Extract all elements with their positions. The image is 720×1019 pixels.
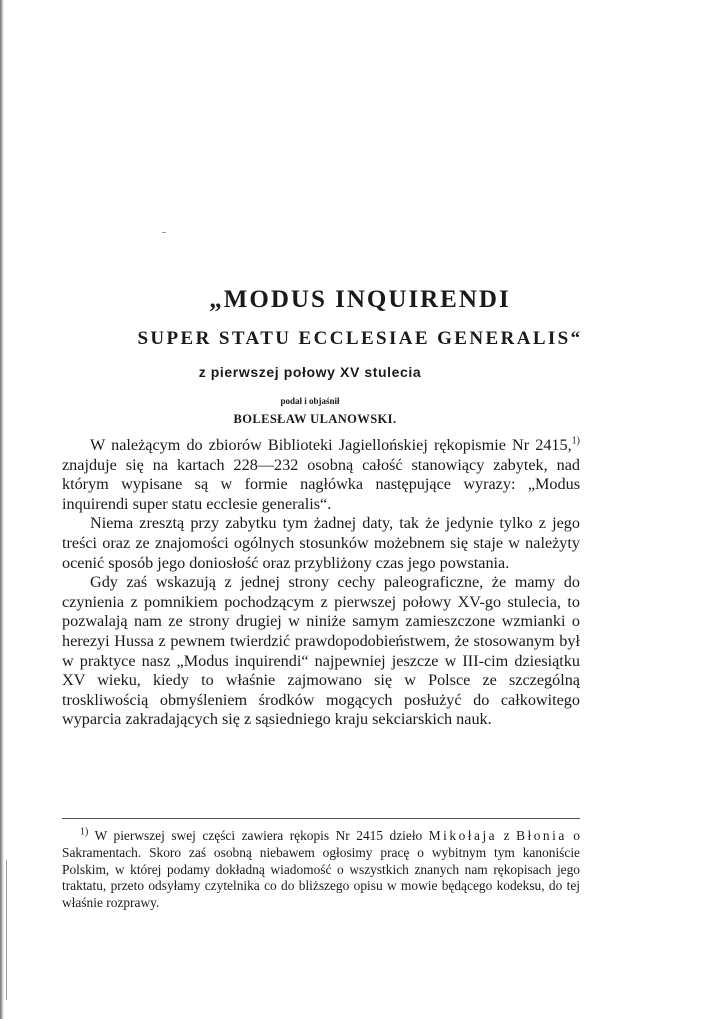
title-line-2: SUPER STATU ECCLESIAE GENERALIS“ — [137, 328, 583, 349]
footnote-reference: 1) — [571, 435, 580, 447]
footnote-mark: 1) — [80, 826, 89, 838]
paragraph-1 — [62, 436, 580, 514]
title-line-1: „MODUS INQUIRENDI — [209, 286, 511, 313]
footnote-divider — [62, 818, 580, 819]
footnote-text-a: W pierwszej swej części zawiera rękopis Nr 2415 dzieło — [88, 828, 429, 843]
author-caption: podał i objaśnił — [280, 396, 340, 406]
scan-edge-line — [6, 860, 7, 1000]
article-body — [62, 436, 580, 730]
stray-mark — [162, 232, 166, 233]
paragraph-3: Gdy zaś wskazują z jednej strony cechy paleograficzne, że mamy do czynienia z pomnikiem pochodzącym z pierwszej połowy XV-go stulecia, to pozwalają nam ze strony drugiej w niniże samym zamieszczone wzmianki o herezyi Hussa z pewnem twierdzić prawdopodobieństwem, że stosowanym był w praktyce nasz „Modus inquirendi“ najpewniej jeszcze w III-cim dziesiątku XV wieku, kiedy to właśnie zajmowano się w Polsce ze szczególną troskliwością obmyśleniem środków mogących posłużyć do całkowitego wyparcia zakradających się z sąsiedniego kraju sekciarskich nauk. — [62, 573, 580, 729]
footnote-name-mikolaja: Mikołaja — [428, 828, 498, 843]
footnote — [62, 828, 580, 912]
footnote-name-blonia: Błonia — [516, 828, 567, 843]
footnote-text-c: o Sakramentach. Skoro zaś osobną niebawem ogłosimy pracę o wybitnym tym kanoniście Polskim, w której podamy dokładną wiadomość o wszystkich znanych nam rękopisach jego traktatu, przeto odsyłamy czytelnika co do bliższego opisu w mowie będącego kodeksu, do tej właśnie rozprawy. — [62, 828, 580, 911]
scan-edge — [0, 0, 4, 1019]
subtitle: z pierwszej połowy XV stulecia — [198, 364, 422, 380]
author-name: BOLESŁAW ULANOWSKI. — [233, 412, 397, 426]
paragraph-2: Niema zresztą przy zabytku tym żadnej daty, tak że jedynie tylko z jego treści oraz ze znajomości ogólnych stosunków możebnem się staje w należyty ocenić sposób jego doniosłość oraz przybliżony czas jego powstania. — [62, 514, 580, 572]
paragraph-1-text-a: W należącym do zbiorów Biblioteki Jagiellońskiej rękopismie Nr 2415, — [90, 436, 572, 454]
paragraph-1-text-b: znajduje się na kartach 228—232 osobną całość stanowiący zabytek, nad którym wypisane są w formie nagłówka następujące wyrazy: „Modus inquirendi super statu ecclesie generalis“. — [62, 455, 580, 513]
footnote-text-b: z — [497, 828, 517, 843]
